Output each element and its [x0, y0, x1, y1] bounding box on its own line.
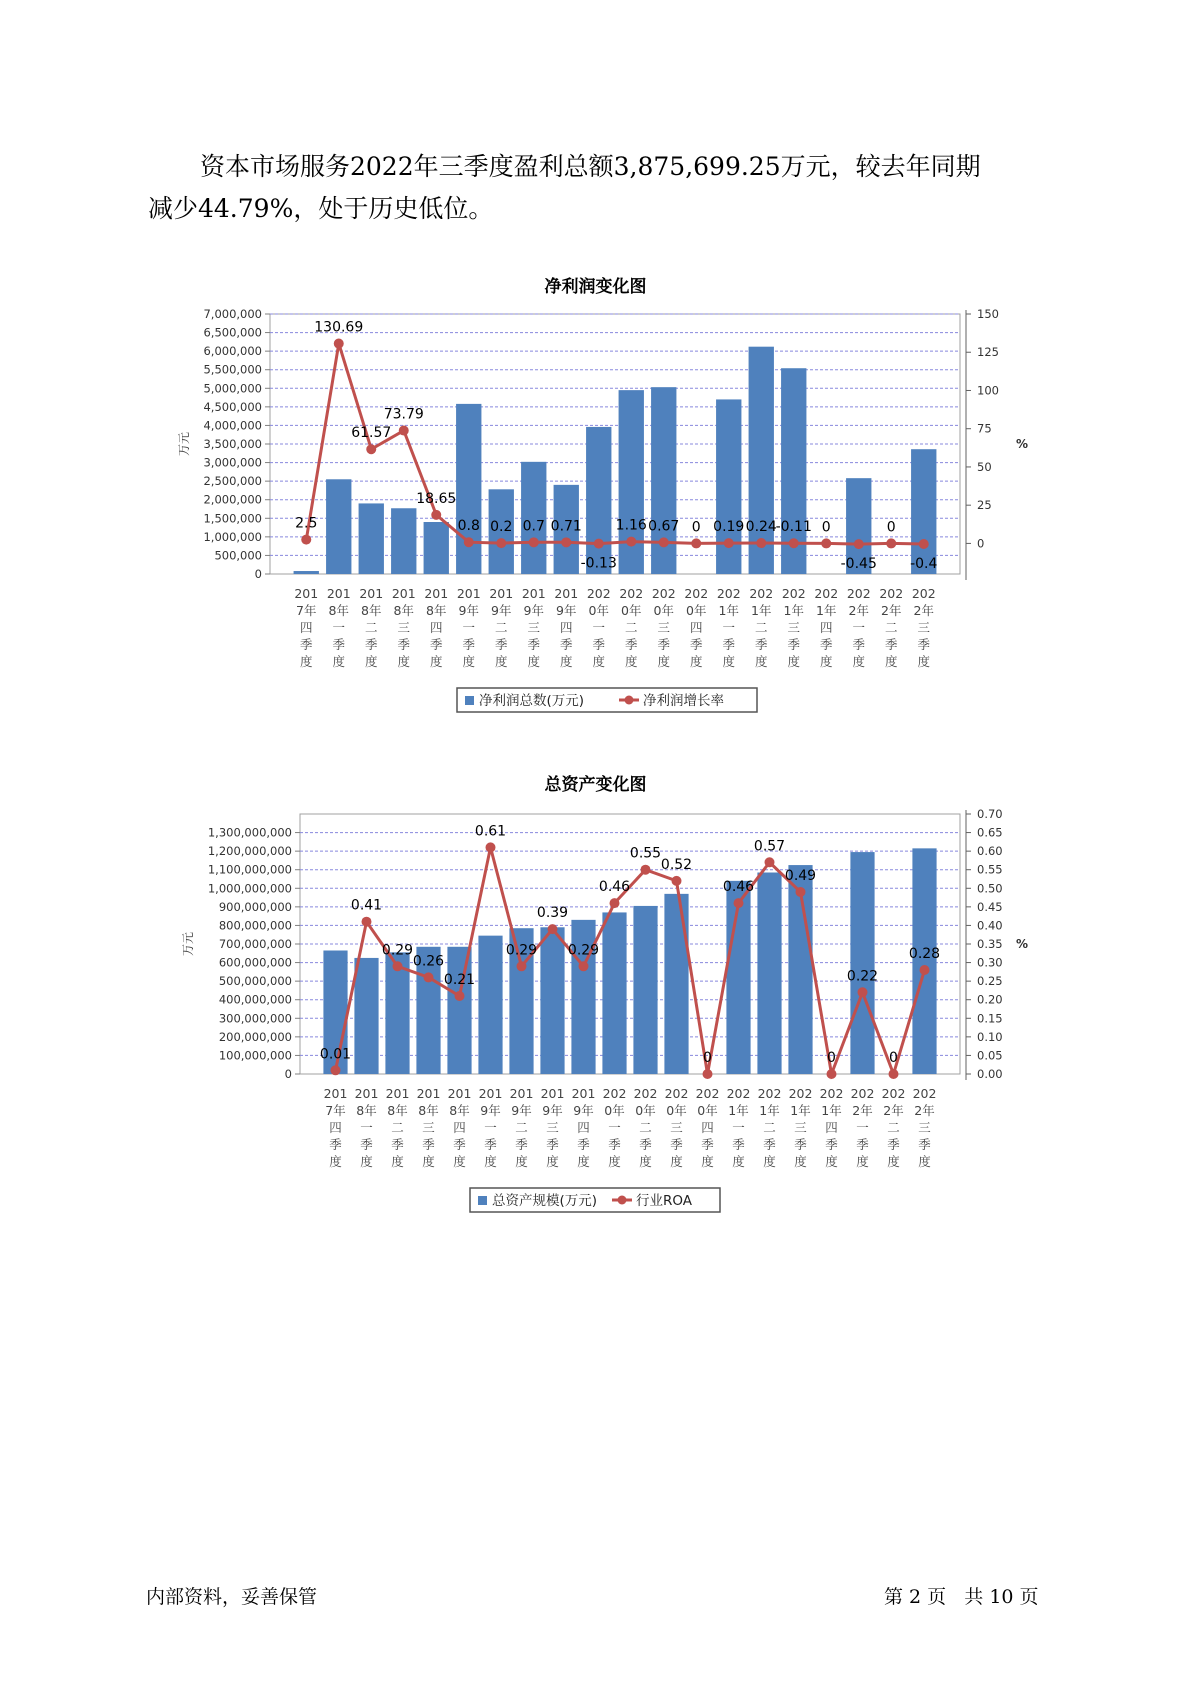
x-tick-label: 202 2年三季度 — [912, 1086, 937, 1169]
y2-axis-title: % — [1015, 437, 1029, 451]
x-tick-label: 202 0年四季度 — [695, 1086, 720, 1169]
data-label: 0.2 — [490, 519, 513, 536]
data-label: 73.79 — [383, 406, 424, 423]
data-label: 0.41 — [350, 897, 383, 914]
legend-bar-swatch — [465, 696, 474, 705]
line-point — [703, 1069, 713, 1079]
line-point — [858, 987, 868, 997]
x-tick-label: 201 9年三季度 — [540, 1086, 565, 1169]
data-label: 0 — [827, 1050, 836, 1066]
bar — [424, 522, 449, 574]
line-point — [548, 924, 558, 934]
bar — [447, 947, 471, 1074]
x-tick-label: 202 0年一季度 — [586, 586, 611, 669]
y-tick-label: 1,100,000,000 — [207, 862, 292, 877]
y-tick-label: 3,500,000 — [203, 437, 262, 451]
data-label: 0.49 — [784, 868, 817, 884]
y-tick-label: 200,000,000 — [218, 1029, 292, 1044]
y-tick-label: 500,000 — [214, 548, 262, 563]
line-point — [301, 535, 311, 545]
legend-bar-label: 净利润总数(万元) — [479, 693, 585, 709]
bar — [633, 906, 657, 1074]
y-tick-label: 900,000,000 — [218, 899, 292, 914]
data-label: 0.55 — [629, 845, 662, 862]
bar — [757, 873, 781, 1075]
y-tick-label: 700,000,000 — [218, 937, 292, 951]
bar — [456, 404, 481, 574]
data-label: 0.71 — [550, 518, 582, 535]
data-label: 0.46 — [598, 879, 631, 896]
y-tick-label: 6,500,000 — [203, 325, 262, 340]
data-label: -0.4 — [910, 556, 938, 573]
chart-1-title: 净利润变化图 — [544, 277, 647, 297]
data-label: 0 — [691, 519, 701, 536]
line-point — [455, 991, 465, 1001]
line-point — [920, 965, 930, 975]
line-point — [331, 1065, 341, 1075]
x-tick-label: 202 0年二季度 — [633, 1086, 658, 1169]
x-tick-label: 201 8年四季度 — [447, 1086, 472, 1169]
data-label: 0.67 — [648, 518, 680, 535]
bar — [354, 958, 378, 1074]
y2-tick-label: 125 — [977, 345, 999, 360]
line-point — [561, 537, 571, 547]
y2-tick-label: 0.30 — [977, 955, 1003, 970]
y-tick-label: 500,000,000 — [218, 974, 292, 989]
data-label: 0 — [889, 1050, 898, 1066]
legend-line-label: 净利润增长率 — [643, 693, 724, 709]
y-tick-label: 1,500,000 — [203, 511, 262, 526]
x-tick-label: 201 9年二季度 — [509, 1086, 534, 1169]
line-point — [431, 510, 441, 520]
legend-line-label: 行业ROA — [636, 1193, 693, 1209]
data-label: 0.8 — [457, 518, 480, 535]
bar — [540, 927, 564, 1074]
line-point — [486, 842, 496, 852]
y-tick-label: 1,200,000,000 — [207, 844, 292, 859]
y-tick-label: 4,000,000 — [203, 418, 262, 433]
data-label: 0.26 — [412, 953, 445, 970]
data-label: 0.52 — [660, 856, 693, 873]
x-tick-label: 201 9年三季度 — [521, 586, 546, 669]
y-tick-label: 3,000,000 — [203, 455, 262, 470]
y2-tick-label: 0.20 — [977, 992, 1003, 1007]
y-tick-label: 1,300,000,000 — [207, 825, 292, 840]
data-label: 0.61 — [474, 823, 507, 840]
summary-paragraph — [148, 146, 1048, 230]
x-tick-label: 202 1年三季度 — [788, 1086, 813, 1169]
footer-confidential: 内部资料，妥善保管 — [146, 1586, 318, 1608]
legend-line-marker — [625, 696, 634, 705]
line-point — [594, 539, 604, 549]
line-point — [854, 539, 864, 549]
data-label: 0.29 — [567, 942, 600, 959]
line-point — [827, 1069, 837, 1079]
data-label: 0 — [821, 519, 831, 536]
bar — [359, 503, 384, 574]
data-label: 18.65 — [416, 490, 457, 507]
line-point — [672, 876, 682, 886]
line-point — [796, 887, 806, 897]
line-point — [734, 898, 744, 908]
data-label: 61.57 — [351, 425, 392, 442]
summary-line-2: 减少44.79%，处于历史低位。 — [148, 194, 494, 223]
y2-tick-label: 0.55 — [977, 862, 1003, 877]
y-tick-label: 1,000,000,000 — [207, 881, 292, 896]
x-tick-label: 202 1年三季度 — [781, 586, 806, 669]
y-tick-label: 2,500,000 — [203, 474, 262, 489]
data-label: 0 — [886, 519, 896, 536]
x-tick-label: 202 2年二季度 — [881, 1086, 906, 1169]
bar — [391, 508, 416, 574]
y2-tick-label: 0.35 — [977, 937, 1003, 951]
x-tick-label: 202 2年一季度 — [846, 586, 871, 669]
data-label: 0.39 — [536, 905, 569, 922]
x-tick-label: 202 1年一季度 — [716, 586, 741, 669]
y-tick-label: 5,000,000 — [203, 381, 262, 396]
y-tick-label: 0 — [254, 567, 262, 581]
x-tick-label: 201 7年四季度 — [294, 586, 319, 669]
y-tick-label: 1,000,000 — [203, 529, 262, 544]
bar — [602, 912, 626, 1074]
line-point — [691, 538, 701, 548]
data-label: 1.16 — [615, 517, 647, 534]
legend-bar-swatch — [478, 1196, 487, 1205]
x-tick-label: 201 8年一季度 — [354, 1086, 379, 1169]
x-tick-label: 201 9年一季度 — [478, 1086, 503, 1169]
line-point — [517, 961, 527, 971]
y2-tick-label: 75 — [977, 421, 992, 436]
y-tick-label: 0 — [284, 1067, 292, 1081]
line-point — [393, 961, 403, 971]
total-assets-chart — [0, 800, 1191, 1210]
y-tick-label: 400,000,000 — [218, 992, 292, 1007]
data-label: -0.13 — [580, 555, 617, 572]
legend-line-marker — [618, 1196, 627, 1205]
bar — [326, 479, 351, 574]
y-axis-title: 万元 — [181, 931, 195, 957]
y2-tick-label: 0.65 — [977, 825, 1003, 840]
line-point — [789, 538, 799, 548]
line-point — [886, 538, 896, 548]
net-profit-chart — [0, 300, 1191, 710]
line-point — [424, 972, 434, 982]
line-point — [610, 898, 620, 908]
line-point — [496, 538, 506, 548]
x-tick-label: 201 9年二季度 — [489, 586, 514, 669]
y2-tick-label: 0.00 — [977, 1067, 1003, 1081]
y2-tick-label: 0.45 — [977, 899, 1003, 914]
y2-tick-label: 0.40 — [977, 918, 1003, 933]
x-tick-label: 202 1年四季度 — [819, 1086, 844, 1169]
y2-tick-label: 0.05 — [977, 1048, 1003, 1063]
data-label: 2.5 — [295, 515, 318, 532]
data-label: 0.28 — [908, 946, 941, 962]
x-tick-label: 201 8年四季度 — [424, 586, 449, 669]
line-point — [889, 1069, 899, 1079]
y2-axis-title: % — [1015, 937, 1029, 951]
x-tick-label: 201 9年四季度 — [571, 1086, 596, 1169]
line-point — [659, 537, 669, 547]
x-tick-label: 201 8年三季度 — [416, 1086, 441, 1169]
data-label: 0.46 — [722, 879, 755, 896]
line-point — [334, 339, 344, 349]
summary-line-1: 资本市场服务2022年三季度盈利总额3,875,699.25万元，较去年同期 — [200, 152, 981, 181]
y2-tick-label: 100 — [977, 383, 999, 398]
x-tick-label: 202 2年二季度 — [879, 586, 904, 669]
y-tick-label: 300,000,000 — [218, 1011, 292, 1026]
line-point — [919, 539, 929, 549]
y-tick-label: 6,000,000 — [203, 344, 262, 359]
y-tick-label: 600,000,000 — [218, 955, 292, 970]
x-tick-label: 202 0年二季度 — [619, 586, 644, 669]
x-tick-label: 201 7年四季度 — [323, 1086, 348, 1169]
x-tick-label: 201 8年一季度 — [326, 586, 351, 669]
x-tick-label: 201 9年四季度 — [554, 586, 579, 669]
line-point — [765, 857, 775, 867]
data-label: 0.29 — [381, 942, 414, 959]
y2-tick-label: 0.70 — [977, 807, 1003, 821]
y2-tick-label: 25 — [977, 498, 992, 513]
bar — [850, 852, 874, 1074]
data-label: 0.57 — [753, 838, 786, 855]
line-point — [724, 538, 734, 548]
x-tick-label: 202 1年四季度 — [814, 586, 839, 669]
y2-tick-label: 150 — [977, 307, 999, 321]
y-tick-label: 4,500,000 — [203, 399, 262, 414]
bar — [294, 571, 319, 574]
data-label: 0.19 — [713, 519, 745, 536]
y2-tick-label: 0 — [977, 536, 985, 551]
y-axis-title: 万元 — [177, 431, 191, 457]
y2-tick-label: 0.50 — [977, 881, 1003, 896]
x-tick-label: 202 0年三季度 — [664, 1086, 689, 1169]
x-tick-label: 202 1年一季度 — [726, 1086, 751, 1169]
x-tick-label: 201 9年一季度 — [456, 586, 481, 669]
data-label: 0 — [703, 1050, 712, 1066]
line-point — [366, 444, 376, 454]
y-tick-label: 5,500,000 — [203, 362, 262, 377]
data-label: 0.22 — [846, 968, 879, 985]
y-tick-label: 800,000,000 — [218, 918, 292, 933]
y2-tick-label: 0.10 — [977, 1029, 1003, 1044]
x-tick-label: 202 2年三季度 — [911, 586, 936, 669]
x-tick-label: 202 2年一季度 — [850, 1086, 875, 1169]
x-tick-label: 202 1年二季度 — [757, 1086, 782, 1169]
footer-page-number: 第 2 页 共 10 页 — [884, 1586, 1039, 1608]
line-point — [464, 537, 474, 547]
y-tick-label: 7,000,000 — [203, 307, 262, 321]
x-tick-label: 202 0年一季度 — [602, 1086, 627, 1169]
x-tick-label: 202 0年四季度 — [684, 586, 709, 669]
bar — [664, 894, 688, 1074]
x-tick-label: 202 0年三季度 — [651, 586, 676, 669]
line-point — [362, 917, 372, 927]
x-tick-label: 201 8年二季度 — [359, 586, 384, 669]
chart-2-title: 总资产变化图 — [544, 775, 647, 795]
data-label: 0.7 — [522, 518, 545, 535]
bar — [586, 427, 611, 574]
data-label: -0.11 — [775, 519, 812, 536]
line-point — [756, 538, 766, 548]
line-point — [399, 426, 409, 436]
line-point — [579, 961, 589, 971]
x-tick-label: 202 1年二季度 — [749, 586, 774, 669]
bar — [478, 936, 502, 1074]
data-label: 0.01 — [319, 1046, 352, 1063]
y2-tick-label: 0.15 — [977, 1011, 1003, 1026]
y2-tick-label: 0.25 — [977, 974, 1003, 989]
line-point — [529, 537, 539, 547]
data-label: 0.21 — [443, 972, 476, 988]
line-point — [821, 538, 831, 548]
y-tick-label: 100,000,000 — [218, 1048, 292, 1063]
data-label: 130.69 — [314, 319, 364, 336]
y-tick-label: 2,000,000 — [203, 492, 262, 507]
data-label: -0.45 — [840, 556, 877, 573]
y2-tick-label: 50 — [977, 459, 992, 474]
x-tick-label: 201 8年三季度 — [391, 586, 416, 669]
x-tick-label: 201 8年二季度 — [385, 1086, 410, 1169]
line-point — [641, 865, 651, 875]
y2-tick-label: 0.60 — [977, 844, 1003, 859]
data-label: 0.24 — [745, 519, 777, 536]
data-label: 0.29 — [505, 942, 538, 959]
line-point — [626, 537, 636, 547]
legend-bar-label: 总资产规模(万元) — [492, 1193, 598, 1209]
